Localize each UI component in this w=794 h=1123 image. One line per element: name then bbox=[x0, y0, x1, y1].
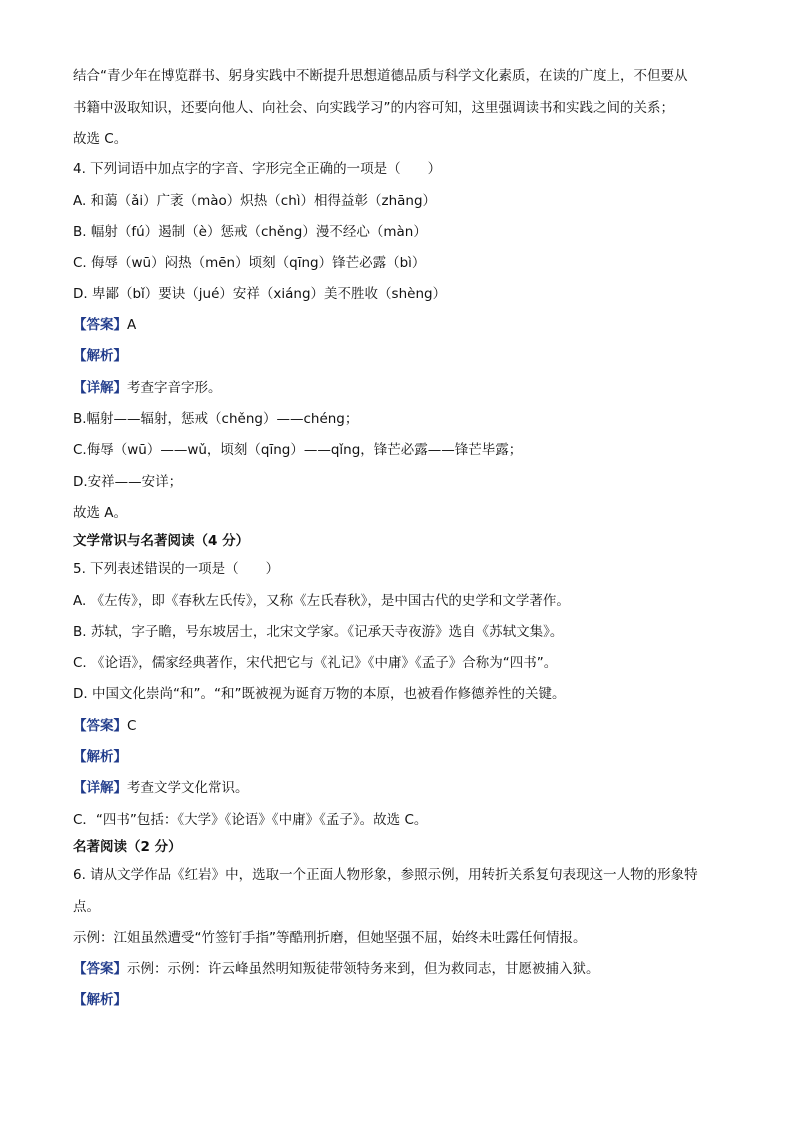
detail-tag: 【详解】 bbox=[73, 380, 127, 396]
text-line: 书籍中汲取知识，还要向他人、向社会、向实践学习”的内容可知，这里强调读书和实践之间的关系； bbox=[73, 100, 674, 116]
detail-text: 考查字音字形。 bbox=[127, 380, 222, 396]
question-4-option-a: A. 和蔼（ǎi）广袤（mào）炽热（chì）相得益彰（zhāng） bbox=[73, 193, 437, 209]
answer-tag: 【答案】 bbox=[73, 718, 127, 734]
detail-text: 考查文学文化常识。 bbox=[127, 780, 249, 796]
answer-line bbox=[73, 717, 754, 735]
question-6-stem-cont: 点。 bbox=[73, 899, 100, 915]
question-5-option-a: A. 《左传》，即《春秋左氏传》，又称《左氏春秋》，是中国古代的史学和文学著作。 bbox=[73, 593, 570, 609]
answer-line bbox=[73, 960, 754, 978]
question-5-option-c: C. 《论语》，儒家经典著作，宋代把它与《礼记》《中庸》《孟子》合称为“四书”。 bbox=[73, 655, 558, 671]
question-4-option-d: D. 卑鄙（bǐ）要诀（jué）安祥（xiáng）美不胜收（shèng） bbox=[73, 286, 447, 302]
question-6-stem: 6. 请从文学作品《红岩》中，选取一个正面人物形象，参照示例，用转折关系复句表现这一人物的形象特 bbox=[73, 867, 698, 883]
detail-tag: 【详解】 bbox=[73, 780, 127, 796]
answer-value: C bbox=[127, 718, 137, 734]
text-line: D.安祥——安详； bbox=[73, 474, 183, 490]
answer-line bbox=[73, 316, 754, 334]
analysis-line bbox=[73, 991, 754, 1009]
answer-tag: 【答案】 bbox=[73, 961, 127, 977]
text-line: 结合“青少年在博览群书、躬身实践中不断提升思想道德品质与科学文化素质，在读的广度上，不但要从 bbox=[73, 68, 688, 84]
text-line: 故选 C。 bbox=[73, 131, 128, 147]
text-line: B.幅射——辐射，惩戒（chěng）——chéng； bbox=[73, 411, 359, 427]
question-4-option-b: B. 幅射（fú）遏制（è）惩戒（chěng）漫不经心（màn） bbox=[73, 224, 427, 240]
answer-value: A bbox=[127, 317, 137, 333]
analysis-line bbox=[73, 748, 754, 766]
analysis-line bbox=[73, 347, 754, 365]
section-heading: 名著阅读（2 分） bbox=[73, 839, 182, 855]
example-line: 示例：江姐虽然遭受“竹签钉手指”等酷刑折磨，但她坚强不屈，始终未吐露任何情报。 bbox=[73, 930, 587, 946]
answer-value: 示例：示例：许云峰虽然明知叛徒带领特务来到，但为救同志，甘愿被捕入狱。 bbox=[127, 961, 600, 977]
question-5-option-d: D. 中国文化崇尚“和”。“和”既被视为诞育万物的本原，也被看作修德养性的关键。 bbox=[73, 686, 566, 702]
question-4-option-c: C. 侮辱（wū）闷热（mēn）顷刻（qīng）锋芒必露（bì） bbox=[73, 255, 426, 271]
detail-line bbox=[73, 779, 754, 797]
section-heading: 文学常识与名著阅读（4 分） bbox=[73, 533, 250, 549]
detail-line bbox=[73, 379, 754, 397]
question-5-stem: 5. 下列表述错误的一项是（ ） bbox=[73, 561, 280, 577]
answer-tag: 【答案】 bbox=[73, 317, 127, 333]
question-5-option-b: B. 苏轼，字子瞻，号东坡居士，北宋文学家。《记承天寺夜游》选自《苏轼文集》。 bbox=[73, 624, 564, 640]
analysis-tag: 【解析】 bbox=[73, 992, 127, 1008]
text-line: 故选 A。 bbox=[73, 505, 128, 521]
question-4-stem: 4. 下列词语中加点字的字音、字形完全正确的一项是（ ） bbox=[73, 161, 442, 177]
text-line: C．“四书”包括：《大学》《论语》《中庸》《孟子》。故选 C。 bbox=[73, 812, 428, 828]
text-line: C.侮辱（wū）——wǔ，顷刻（qīng）——qǐng，锋芒必露——锋芒毕露； bbox=[73, 442, 523, 458]
analysis-tag: 【解析】 bbox=[73, 749, 127, 765]
analysis-tag: 【解析】 bbox=[73, 348, 127, 364]
